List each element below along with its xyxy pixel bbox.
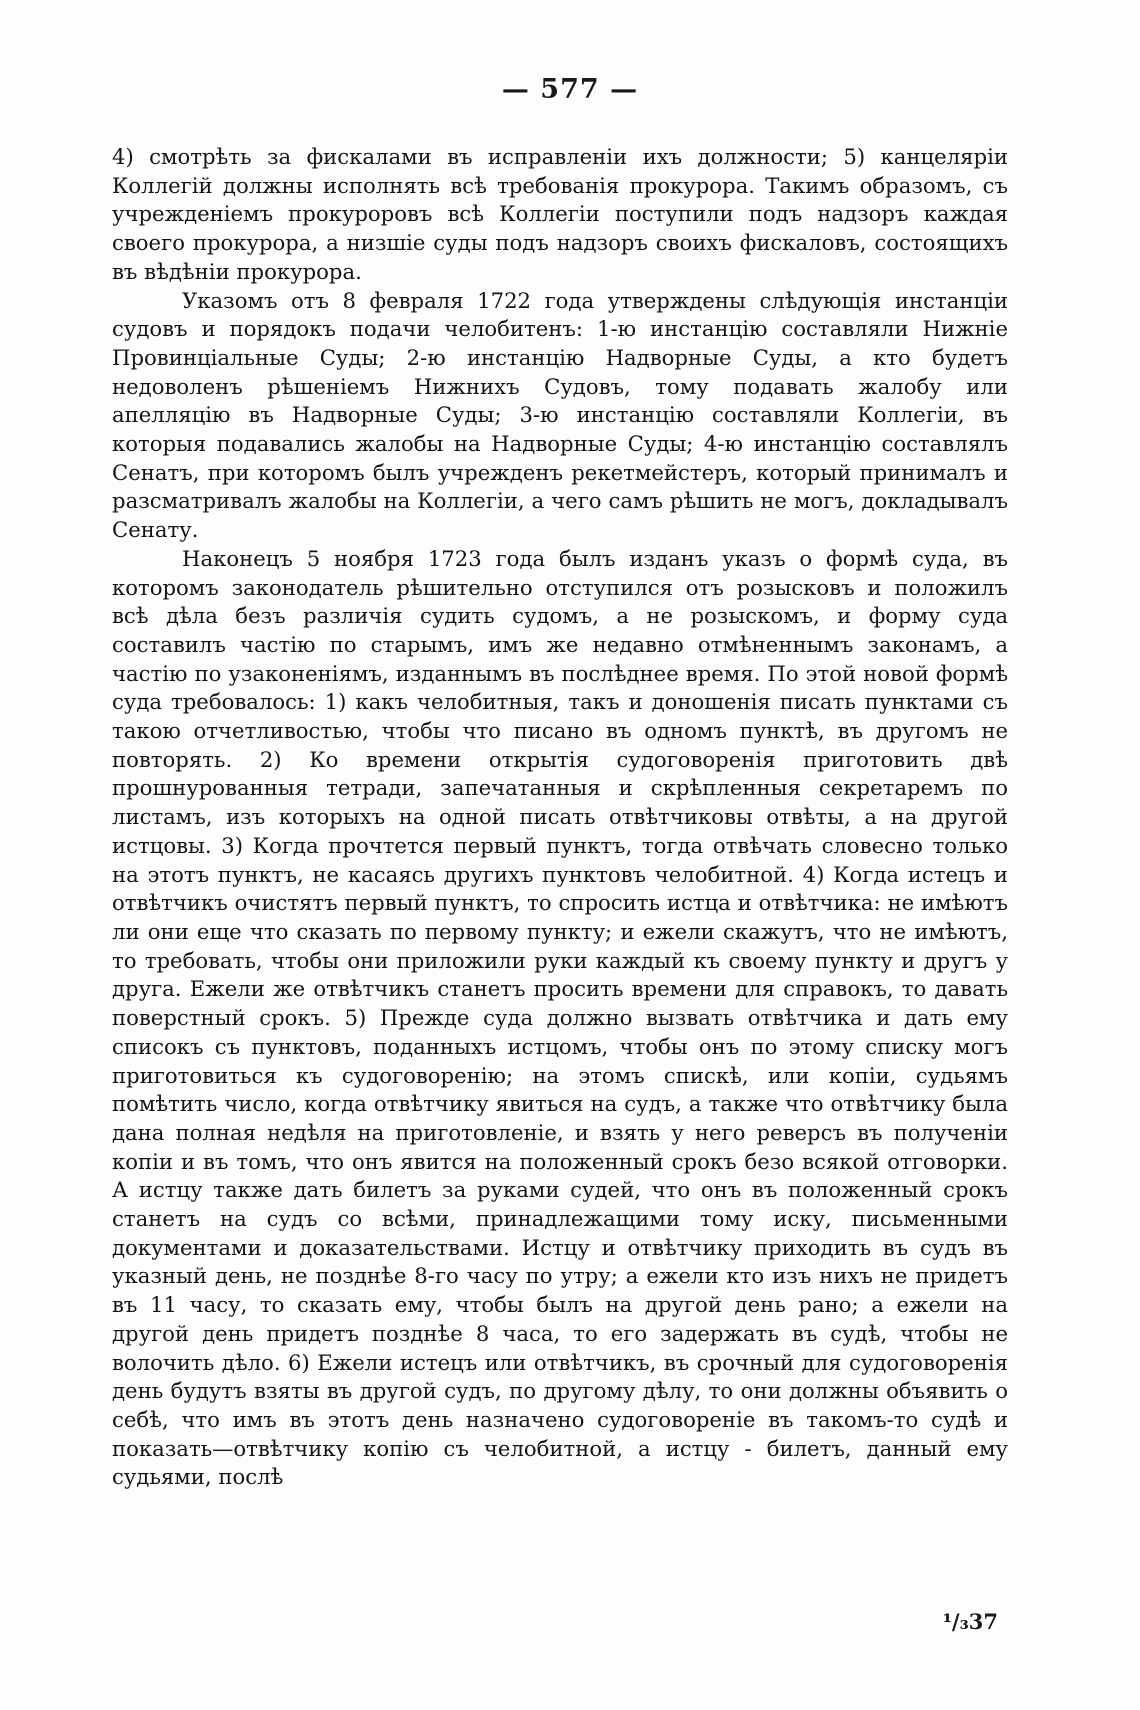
- body-text: [112, 143, 1008, 1492]
- paragraph-2: Указомъ отъ 8 февраля 1722 года утверждены слѣдующія инстанціи судовъ и порядокъ подачи челобитенъ: 1-ю инстанцію составляли Нижніе Провинціальные Суды; 2-ю инстанцію Надворные Суды, а кто будетъ недоволенъ рѣшеніемъ Нижнихъ Судовъ, тому подавать жалобу или апелляцію въ Надворные Суды; 3-ю инстанцію составляли Коллегіи, въ которыя подавались жалобы на Надворные Суды; 4-ю инстанцію составлялъ Сенатъ, при которомъ былъ учрежденъ рекетмейстеръ, который принималъ и разсматривалъ жалобы на Коллегіи, а чего самъ рѣшить не могъ, докладывалъ Сенату.: [112, 287, 1008, 543]
- printer-signature: ¹/₃37: [942, 1609, 998, 1634]
- page-number: — 577 —: [501, 74, 639, 105]
- paragraph-3: Наконецъ 5 ноября 1723 года былъ изданъ указъ о формѣ суда, въ которомъ законодатель рѣшительно отступился отъ розысковъ и положилъ всѣ дѣла безъ различія судить судомъ, а не розыскомъ, и форму суда составилъ частію по старымъ, имъ же недавно отмѣненнымъ законамъ, а частію по узаконеніямъ, изданнымъ въ послѣднее время. По этой новой формѣ суда требовалось: 1) какъ челобитныя, такъ и доношенія писать пунктами съ такою отчетливостью, чтобы что писано въ одномъ пунктѣ, въ другомъ не повторять. 2) Ко времени открытія судоговоренія приготовить двѣ прошнурованныя тетради, запечатанныя и скрѣпленныя секретаремъ по листамъ, изъ которыхъ на одной писать отвѣтчиковы отвѣты, а на другой истцовы. 3) Когда прочтется первый пунктъ, тогда отвѣчать словесно только на этотъ пунктъ, не касаясь другихъ пунктовъ челобитной. 4) Когда истецъ и отвѣтчикъ очистятъ первый пунктъ, то спросить истца и отвѣтчика: не имѣютъ ли они еще что сказать по первому пункту; и ежели скажутъ, что не имѣютъ, то требовать, чтобы они приложили руки каждый къ своему пункту и другъ у друга. Ежели же отвѣтчикъ станетъ просить времени для справокъ, то давать поверстный срокъ. 5) Прежде суда должно вызвать отвѣтчика и дать ему списокъ съ пунктовъ, поданныхъ истцомъ, чтобы онъ по этому списку могъ приготовиться къ судоговоренію; на этомъ спискѣ, или копіи, судьямъ помѣтить число, когда отвѣтчику явиться на судъ, а также что отвѣтчику была дана полная недѣля на приготовленіе, и взять у него реверсъ въ полученіи копіи и въ томъ, что онъ явится на положенный срокъ безо всякой отговорки. А истцу также дать билетъ за руками судей, что онъ въ положенный срокъ станетъ на судъ со всѣми, принадлежащими тому иску, письменными документами и доказательствами. Истцу и отвѣтчику приходить въ судъ въ указный день, не позднѣе 8-го часу по утру; а ежели кто изъ нихъ не придетъ въ 11 часу, то сказать ему, чтобы былъ на другой день рано; а ежели на другой день придетъ позднѣе 8 часа, то его задержать въ судѣ, чтобы не волочить дѣло. 6) Ежели истецъ или отвѣтчикъ, въ срочный для судоговоренія день будутъ взяты въ другой судъ, по другому дѣлу, то они должны объявить о себѣ, что имъ въ этотъ день назначено судоговореніе въ такомъ-то судѣ и показать—отвѣтчику копію съ челобитной, а истцу - билетъ, данный ему судьями, послѣ: [112, 545, 1008, 1490]
- paragraph-1: 4) смотрѣть за фискалами въ исправленіи ихъ должности; 5) канцеляріи Коллегій должны исполнять всѣ требованія прокурора. Такимъ образомъ, съ учрежденіемъ прокуроровъ всѣ Коллегіи поступили подъ надзоръ каждая своего прокурора, а низшіе суды подъ надзоръ своихъ фискаловъ, состоящихъ въ вѣдѣніи прокурора.: [112, 144, 1008, 284]
